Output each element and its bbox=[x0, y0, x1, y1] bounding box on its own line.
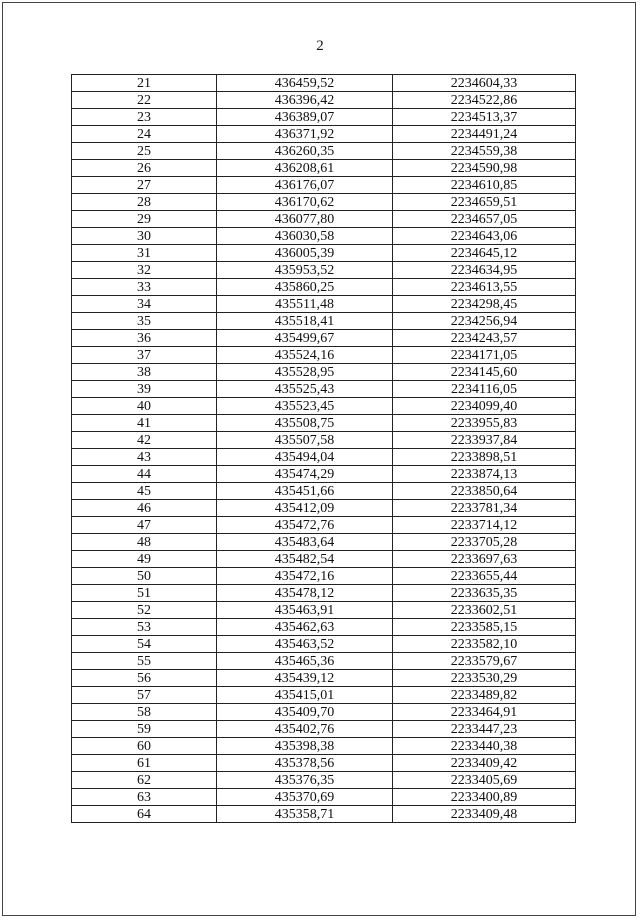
point-number-cell: 21 bbox=[72, 75, 217, 92]
table-row bbox=[72, 466, 576, 483]
point-number-cell: 32 bbox=[72, 262, 217, 279]
x-coordinate-cell: 435483,64 bbox=[217, 534, 393, 551]
point-number-cell: 23 bbox=[72, 109, 217, 126]
point-number-cell: 42 bbox=[72, 432, 217, 449]
y-coordinate-cell: 2234643,06 bbox=[393, 228, 576, 245]
y-coordinate-cell: 2233582,10 bbox=[393, 636, 576, 653]
point-number-cell: 51 bbox=[72, 585, 217, 602]
x-coordinate-cell: 436030,58 bbox=[217, 228, 393, 245]
y-coordinate-cell: 2233898,51 bbox=[393, 449, 576, 466]
point-number-cell: 60 bbox=[72, 738, 217, 755]
point-number-cell: 30 bbox=[72, 228, 217, 245]
x-coordinate-cell: 435511,48 bbox=[217, 296, 393, 313]
y-coordinate-cell: 2233489,82 bbox=[393, 687, 576, 704]
y-coordinate-cell: 2234145,60 bbox=[393, 364, 576, 381]
point-number-cell: 47 bbox=[72, 517, 217, 534]
x-coordinate-cell: 435474,29 bbox=[217, 466, 393, 483]
table-row bbox=[72, 619, 576, 636]
table-row bbox=[72, 364, 576, 381]
point-number-cell: 58 bbox=[72, 704, 217, 721]
x-coordinate-cell: 435463,91 bbox=[217, 602, 393, 619]
x-coordinate-cell: 436396,42 bbox=[217, 92, 393, 109]
point-number-cell: 50 bbox=[72, 568, 217, 585]
y-coordinate-cell: 2233850,64 bbox=[393, 483, 576, 500]
table-row bbox=[72, 194, 576, 211]
y-coordinate-cell: 2233635,35 bbox=[393, 585, 576, 602]
y-coordinate-cell: 2233400,89 bbox=[393, 789, 576, 806]
point-number-cell: 64 bbox=[72, 806, 217, 823]
y-coordinate-cell: 2233697,63 bbox=[393, 551, 576, 568]
y-coordinate-cell: 2233937,84 bbox=[393, 432, 576, 449]
x-coordinate-cell: 436389,07 bbox=[217, 109, 393, 126]
table-row bbox=[72, 126, 576, 143]
point-number-cell: 27 bbox=[72, 177, 217, 194]
x-coordinate-cell: 435472,76 bbox=[217, 517, 393, 534]
x-coordinate-cell: 435860,25 bbox=[217, 279, 393, 296]
x-coordinate-cell: 435494,04 bbox=[217, 449, 393, 466]
x-coordinate-cell: 436176,07 bbox=[217, 177, 393, 194]
y-coordinate-cell: 2233781,34 bbox=[393, 500, 576, 517]
y-coordinate-cell: 2234604,33 bbox=[393, 75, 576, 92]
table-row bbox=[72, 738, 576, 755]
y-coordinate-cell: 2234610,85 bbox=[393, 177, 576, 194]
x-coordinate-cell: 435525,43 bbox=[217, 381, 393, 398]
y-coordinate-cell: 2234171,05 bbox=[393, 347, 576, 364]
table-row bbox=[72, 245, 576, 262]
point-number-cell: 46 bbox=[72, 500, 217, 517]
table-row bbox=[72, 534, 576, 551]
point-number-cell: 35 bbox=[72, 313, 217, 330]
y-coordinate-cell: 2234099,40 bbox=[393, 398, 576, 415]
point-number-cell: 24 bbox=[72, 126, 217, 143]
table-row bbox=[72, 330, 576, 347]
table-row bbox=[72, 75, 576, 92]
point-number-cell: 52 bbox=[72, 602, 217, 619]
point-number-cell: 36 bbox=[72, 330, 217, 347]
table-row bbox=[72, 721, 576, 738]
table-row bbox=[72, 653, 576, 670]
table-row bbox=[72, 755, 576, 772]
point-number-cell: 62 bbox=[72, 772, 217, 789]
x-coordinate-cell: 435412,09 bbox=[217, 500, 393, 517]
point-number-cell: 40 bbox=[72, 398, 217, 415]
table-row bbox=[72, 279, 576, 296]
table-row bbox=[72, 483, 576, 500]
x-coordinate-cell: 435462,63 bbox=[217, 619, 393, 636]
point-number-cell: 63 bbox=[72, 789, 217, 806]
table-row bbox=[72, 789, 576, 806]
page-number: 2 bbox=[316, 38, 324, 54]
table-row bbox=[72, 143, 576, 160]
y-coordinate-cell: 2233409,48 bbox=[393, 806, 576, 823]
point-number-cell: 33 bbox=[72, 279, 217, 296]
point-number-cell: 25 bbox=[72, 143, 217, 160]
x-coordinate-cell: 435439,12 bbox=[217, 670, 393, 687]
x-coordinate-cell: 435378,56 bbox=[217, 755, 393, 772]
table-row bbox=[72, 347, 576, 364]
x-coordinate-cell: 435415,01 bbox=[217, 687, 393, 704]
table-row bbox=[72, 432, 576, 449]
x-coordinate-cell: 435524,16 bbox=[217, 347, 393, 364]
table-row bbox=[72, 381, 576, 398]
y-coordinate-cell: 2234559,38 bbox=[393, 143, 576, 160]
y-coordinate-cell: 2234657,05 bbox=[393, 211, 576, 228]
point-number-cell: 41 bbox=[72, 415, 217, 432]
table-row bbox=[72, 449, 576, 466]
table-row bbox=[72, 313, 576, 330]
x-coordinate-cell: 436459,52 bbox=[217, 75, 393, 92]
y-coordinate-cell: 2233409,42 bbox=[393, 755, 576, 772]
x-coordinate-cell: 436260,35 bbox=[217, 143, 393, 160]
y-coordinate-cell: 2234634,95 bbox=[393, 262, 576, 279]
point-number-cell: 56 bbox=[72, 670, 217, 687]
table-row bbox=[72, 704, 576, 721]
y-coordinate-cell: 2233714,12 bbox=[393, 517, 576, 534]
point-number-cell: 48 bbox=[72, 534, 217, 551]
y-coordinate-cell: 2234298,45 bbox=[393, 296, 576, 313]
point-number-cell: 43 bbox=[72, 449, 217, 466]
table-row bbox=[72, 500, 576, 517]
table-row bbox=[72, 211, 576, 228]
point-number-cell: 44 bbox=[72, 466, 217, 483]
x-coordinate-cell: 435451,66 bbox=[217, 483, 393, 500]
y-coordinate-cell: 2233602,51 bbox=[393, 602, 576, 619]
point-number-cell: 49 bbox=[72, 551, 217, 568]
x-coordinate-cell: 436371,92 bbox=[217, 126, 393, 143]
y-coordinate-cell: 2233955,83 bbox=[393, 415, 576, 432]
point-number-cell: 28 bbox=[72, 194, 217, 211]
point-number-cell: 39 bbox=[72, 381, 217, 398]
point-number-cell: 26 bbox=[72, 160, 217, 177]
x-coordinate-cell: 435472,16 bbox=[217, 568, 393, 585]
y-coordinate-cell: 2233464,91 bbox=[393, 704, 576, 721]
table-row bbox=[72, 585, 576, 602]
y-coordinate-cell: 2233585,15 bbox=[393, 619, 576, 636]
x-coordinate-cell: 436208,61 bbox=[217, 160, 393, 177]
point-number-cell: 54 bbox=[72, 636, 217, 653]
x-coordinate-cell: 435528,95 bbox=[217, 364, 393, 381]
y-coordinate-cell: 2233447,23 bbox=[393, 721, 576, 738]
x-coordinate-cell: 436170,62 bbox=[217, 194, 393, 211]
table-row bbox=[72, 415, 576, 432]
x-coordinate-cell: 435402,76 bbox=[217, 721, 393, 738]
y-coordinate-cell: 2233579,67 bbox=[393, 653, 576, 670]
table-row bbox=[72, 670, 576, 687]
y-coordinate-cell: 2233405,69 bbox=[393, 772, 576, 789]
x-coordinate-cell: 435523,45 bbox=[217, 398, 393, 415]
x-coordinate-cell: 435499,67 bbox=[217, 330, 393, 347]
y-coordinate-cell: 2234491,24 bbox=[393, 126, 576, 143]
y-coordinate-cell: 2234522,86 bbox=[393, 92, 576, 109]
x-coordinate-cell: 435482,54 bbox=[217, 551, 393, 568]
x-coordinate-cell: 435507,58 bbox=[217, 432, 393, 449]
x-coordinate-cell: 435409,70 bbox=[217, 704, 393, 721]
table-row bbox=[72, 296, 576, 313]
point-number-cell: 57 bbox=[72, 687, 217, 704]
y-coordinate-cell: 2233705,28 bbox=[393, 534, 576, 551]
x-coordinate-cell: 435465,36 bbox=[217, 653, 393, 670]
y-coordinate-cell: 2234116,05 bbox=[393, 381, 576, 398]
x-coordinate-cell: 435518,41 bbox=[217, 313, 393, 330]
table-row bbox=[72, 228, 576, 245]
table-row bbox=[72, 568, 576, 585]
y-coordinate-cell: 2234613,55 bbox=[393, 279, 576, 296]
y-coordinate-cell: 2234243,57 bbox=[393, 330, 576, 347]
y-coordinate-cell: 2233874,13 bbox=[393, 466, 576, 483]
x-coordinate-cell: 435463,52 bbox=[217, 636, 393, 653]
point-number-cell: 22 bbox=[72, 92, 217, 109]
point-number-cell: 38 bbox=[72, 364, 217, 381]
x-coordinate-cell: 435370,69 bbox=[217, 789, 393, 806]
point-number-cell: 29 bbox=[72, 211, 217, 228]
x-coordinate-cell: 435953,52 bbox=[217, 262, 393, 279]
y-coordinate-cell: 2233655,44 bbox=[393, 568, 576, 585]
table-row bbox=[72, 636, 576, 653]
table-row bbox=[72, 806, 576, 823]
y-coordinate-cell: 2234256,94 bbox=[393, 313, 576, 330]
table-row bbox=[72, 398, 576, 415]
table-row bbox=[72, 109, 576, 126]
x-coordinate-cell: 435358,71 bbox=[217, 806, 393, 823]
coordinates-table bbox=[71, 74, 576, 823]
y-coordinate-cell: 2234645,12 bbox=[393, 245, 576, 262]
table-row bbox=[72, 687, 576, 704]
y-coordinate-cell: 2233440,38 bbox=[393, 738, 576, 755]
table-row bbox=[72, 160, 576, 177]
table-row bbox=[72, 262, 576, 279]
y-coordinate-cell: 2233530,29 bbox=[393, 670, 576, 687]
y-coordinate-cell: 2234590,98 bbox=[393, 160, 576, 177]
table-row bbox=[72, 772, 576, 789]
x-coordinate-cell: 435478,12 bbox=[217, 585, 393, 602]
point-number-cell: 45 bbox=[72, 483, 217, 500]
table-row bbox=[72, 92, 576, 109]
point-number-cell: 34 bbox=[72, 296, 217, 313]
y-coordinate-cell: 2234659,51 bbox=[393, 194, 576, 211]
point-number-cell: 61 bbox=[72, 755, 217, 772]
table-row bbox=[72, 177, 576, 194]
point-number-cell: 55 bbox=[72, 653, 217, 670]
x-coordinate-cell: 435376,35 bbox=[217, 772, 393, 789]
x-coordinate-cell: 436005,39 bbox=[217, 245, 393, 262]
x-coordinate-cell: 436077,80 bbox=[217, 211, 393, 228]
y-coordinate-cell: 2234513,37 bbox=[393, 109, 576, 126]
table-row bbox=[72, 517, 576, 534]
point-number-cell: 31 bbox=[72, 245, 217, 262]
point-number-cell: 53 bbox=[72, 619, 217, 636]
x-coordinate-cell: 435398,38 bbox=[217, 738, 393, 755]
table-row bbox=[72, 551, 576, 568]
table-row bbox=[72, 602, 576, 619]
x-coordinate-cell: 435508,75 bbox=[217, 415, 393, 432]
point-number-cell: 59 bbox=[72, 721, 217, 738]
coordinates-table-body bbox=[72, 75, 576, 823]
point-number-cell: 37 bbox=[72, 347, 217, 364]
